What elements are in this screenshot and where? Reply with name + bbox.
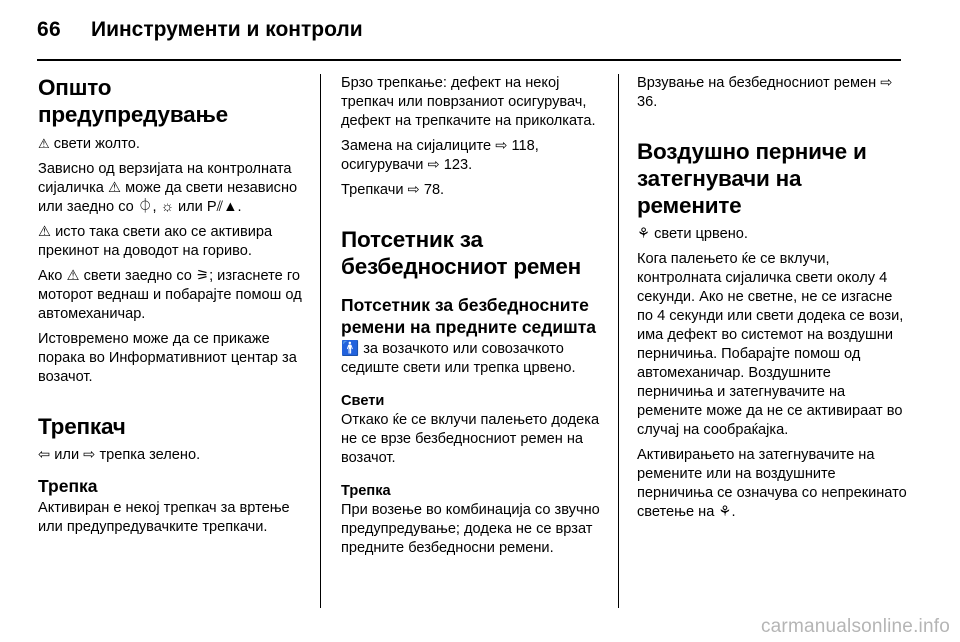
paragraph: Брзо трепкање: дефект на некој трепкач или поврзаниот осигурувач, дефект на трепкачите на приколката. [341,75,596,129]
subheading-front-seatbelts: Потсетник за безбедносните ремени на предните седишта [341,295,597,337]
paragraph: ⚠ исто така свети ако се активира прекинот на доводот на гориво. [38,224,273,259]
paragraph: 🚹 за возачкото или совозачкото седиште свети или трепка црвено. [341,341,576,376]
page-header [37,10,363,50]
column-1 [38,74,304,543]
header-rule [37,59,901,61]
paragraph: Зависно од верзијата на контролната сијаличка ⚠ може да свети независно или заедно со ⏀, ☼ или Р⫽▲. [38,161,298,215]
section-heading-airbag: Воздушно перниче и затегнувачи на ремените [637,139,867,218]
paragraph: ⚘ свети црвено. [637,226,748,242]
paragraph-text: свети жолто. [49,136,140,152]
paragraph: При возење во комбинација со звучно предупредување; додека не се врзат предните безбедносни ремени. [341,502,600,556]
paragraph: Трепкачи ⇨ 78. [341,182,445,198]
paragraph: Кога палењето ќе се вклучи, контролната сијаличка свети околу 4 секунди. Ако не светне, не се изгасне по 4 секунди или свети додека се вози, има дефект во системот на воздушни перничиња. Побарајте помош од автомеханичар. Воздушните перничиња и затегнувачите на ремените може да не се активираат во случај на сообраќајка. [637,251,904,438]
column-3 [637,74,907,528]
paragraph: Истовремено може да се прикаже порака во Информативниот центар за возачот. [38,331,297,385]
paragraph: Ако ⚠ свети заедно со ⚞; изгаснете го моторот веднаш и побарајте помош од автомеханичар. [38,268,302,322]
subheading-lights: Свети [341,393,385,409]
watermark: carmanualsonline.info [760,616,950,637]
paragraph: Откако ќе се вклучи палењето додека не се врзе безбедносниот ремен на возачот. [341,412,600,466]
section-heading-turn-signal: Трепкач [38,414,126,439]
section-heading-general-warning: Општо предупредување [38,75,228,127]
column-2 [341,74,607,564]
chapter-title: Иинструменти и контроли [90,18,363,41]
page-number: 66 [37,18,61,41]
paragraph [38,134,304,154]
paragraph: Активиран е некој трепкач за вртење или предупредувачките трепкачи. [38,500,290,535]
paragraph: Врзување на безбедносниот ремен ⇨ 36. [637,75,893,110]
paragraph: Замена на сијалиците ⇨ 118, осигурувачи ⇨ 123. [341,138,539,173]
subheading-blinks: Трепка [38,476,98,496]
column-divider-1 [320,74,321,608]
paragraph: ⇦ или ⇨ трепка зелено. [38,447,201,463]
section-heading-seatbelt-reminder: Потсетник за безбедносниот ремен [341,227,582,279]
paragraph: Активирањето на затегнувачите на ремените или на воздушните перничиња се означува со непрекинато светење на ⚘. [637,447,907,520]
warning-icon: ⚠ [38,136,50,151]
column-divider-2 [618,74,619,608]
subheading-blinks: Трепка [341,483,391,499]
